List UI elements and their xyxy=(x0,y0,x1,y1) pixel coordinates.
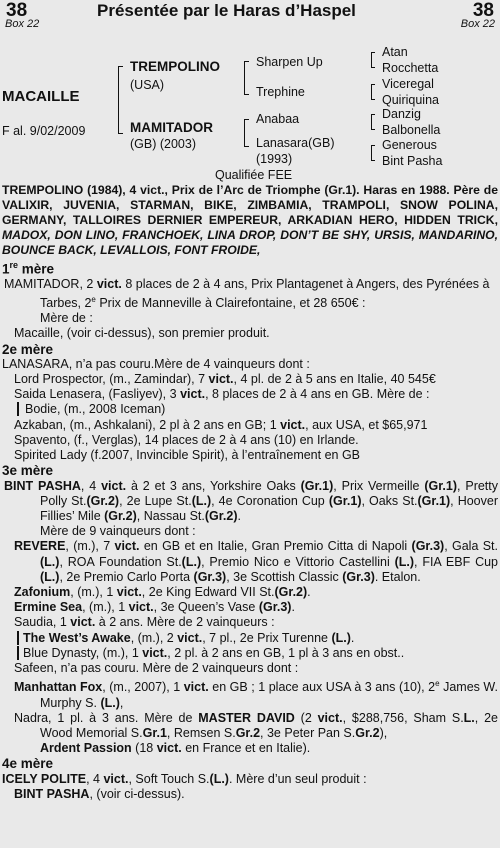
dam-sire-sire: Danzig xyxy=(382,107,421,121)
pedigree-bracket xyxy=(371,114,375,130)
pedigree-bracket xyxy=(371,145,375,161)
sire-dam: Trephine xyxy=(256,85,305,99)
produce-nadra: Nadra, 1 pl. à 3 ans. Mère de MASTER DAVID (2 vict., $288,756, Sham S.L., 2e Wood Memorial S.Gr.1, Remsen S.Gr.2, 3e Peter Pan S.Gr.2), xyxy=(14,710,498,740)
sire-name: TREMPOLINO xyxy=(130,59,220,74)
horse-name: MACAILLE xyxy=(2,88,80,105)
produce-zafonium: Zafonium, (m.), 1 vict., 2e King Edward VII St.(Gr.2). xyxy=(14,584,311,599)
sire-paragraph xyxy=(2,183,498,258)
sire-dam-sire: Viceregal xyxy=(382,77,434,91)
third-dam-heading: 3e mère xyxy=(2,463,54,479)
lot-number-right: 38 xyxy=(472,0,494,21)
dam-sire-dam: Balbonella xyxy=(382,123,441,137)
box-left: Box 22 xyxy=(5,18,40,30)
produce-azkaban: Azkaban, (m., Ashkalani), 2 pl à 2 ans en GB; 1 vict., aux USA, et $65,971 xyxy=(14,417,428,432)
sire-origin: (USA) xyxy=(130,78,165,92)
lot-number-left: 38 xyxy=(6,0,28,21)
pedigree-bracket xyxy=(371,84,375,100)
horse-details: F al. 9/02/2009 xyxy=(2,124,86,138)
produce-bodie: Bodie, (m., 2008 Iceman) xyxy=(2,402,498,417)
produce-bint-pasha: BINT PASHA, (voir ci-dessus). xyxy=(14,786,185,801)
produce-manhattan-fox: Manhattan Fox, (m., 2007), 1 vict. en GB ; 1 place aux USA à 3 ans (10), 2e James W. Murphy S. (L.), xyxy=(14,679,499,710)
dam-dam-dam: Bint Pasha xyxy=(382,154,443,168)
dam-sire: Anabaa xyxy=(256,112,300,126)
qualification: Qualifiée FEE xyxy=(215,168,293,182)
produce-saudia: Saudia, 1 vict. à 2 ans. Mère de 2 vainqueurs : xyxy=(14,615,275,630)
first-dam-produce: Macaille, (voir ci-dessus), son premier produit. xyxy=(14,326,270,341)
sire-progeny-italic: MADOX, DON LINO, FRANCHOEK, LINA DROP, DON’T BE SHY, URSIS, MANDARINO, BOUNCE BACK, LEVALLOIS, FONT FROIDE, xyxy=(2,228,498,257)
dam-origin: (GB) (2003) xyxy=(130,137,196,151)
produce-spirited-lady: Spirited Lady (f.2007, Invincible Spirit), à l’entraînement en GB xyxy=(14,448,361,463)
first-dam-line: MAMITADOR, 2 vict. 8 places de 2 à 4 ans, Prix Plantagenet à Angers, des Pyrénées à Tarbes, 2e Prix de Manneville à Clairefontaine, et 28 650€ : xyxy=(4,276,490,311)
second-dam-line: LANASARA, n’a pas couru.Mère de 4 vainqueurs dont : xyxy=(2,356,310,371)
sire-dam-dam: Quiriquina xyxy=(382,93,439,107)
sire-sire-dam: Rocchetta xyxy=(382,61,439,75)
pedigree-bracket xyxy=(244,61,249,95)
produce-ermine-sea: Ermine Sea, (m.), 1 vict., 3e Queen’s Vase (Gr.3). xyxy=(14,600,295,615)
fourth-dam-record: ICELY POLITE, 4 vict., Soft Touch S.(L.). Mère d’un seul produit : xyxy=(2,771,367,786)
produce-blue-dynasty: Blue Dynasty, (m.), 1 vict., 2 pl. à 2 ans en GB, 1 pl à 3 ans en obst.. xyxy=(2,646,498,661)
pedigree-bracket xyxy=(118,66,123,134)
dam-dam-sire: Generous xyxy=(382,138,437,152)
second-dam-heading: 2e mère xyxy=(2,341,54,357)
sire-sire-sire: Atan xyxy=(382,45,408,59)
pedigree-body xyxy=(2,183,498,802)
produce-ardent-passion: Ardent Passion (18 vict. en France et en Italie). xyxy=(40,741,311,756)
produce-lord-prospector: Lord Prospector, (m., Zamindar), 7 vict., 4 pl. de 2 à 5 ans en Italie, 40 545€ xyxy=(14,372,436,387)
box-right: Box 22 xyxy=(460,18,495,30)
first-dam-mother-of: Mère de : xyxy=(40,311,93,326)
dam-name: MAMITADOR xyxy=(130,120,213,135)
produce-safeen: Safeen, n’a pas couru. Mère de 2 vainqueurs dont : xyxy=(14,660,299,675)
produce-revere: REVERE, (m.), 7 vict. en GB et en Italie, Gran Premio Citta di Napoli (Gr.3), Gala St.(L.), ROA Foundation St.(L.), Premio Nico e Vittorio Castellini (L.), FIA EBF Cup (L.), 2e Premio Carlo Porta (Gr.3), 3e Scottish Classic (Gr.3). Etalon. xyxy=(14,539,499,584)
dam-dam-year: (1993) xyxy=(256,152,293,166)
first-dam-heading: 1re mère xyxy=(2,260,55,277)
sire-sire: Sharpen Up xyxy=(256,55,323,69)
pedigree-bracket xyxy=(244,119,249,147)
produce-spavento: Spavento, (f., Verglas), 14 places de 2 à 4 ans (10) en Irlande. xyxy=(14,432,359,447)
third-dam-record: BINT PASHA, 4 vict. à 2 et 3 ans, Yorkshire Oaks (Gr.1), Prix Vermeille (Gr.1), Pretty Polly St.(Gr.2), 2e Lupe St.(L.), 4e Coronation Cup (Gr.1), Oaks St.(Gr.1), Hoover Fillies’ Mile (Gr.2), Nassau St.(Gr.2). xyxy=(4,478,498,523)
third-dam-mother-of: Mère de 9 vainqueurs dont : xyxy=(40,524,196,539)
dam-dam: Lanasara(GB) xyxy=(256,136,335,150)
pedigree-bracket xyxy=(371,52,375,68)
page-title: Présentée par le Haras d’Haspel xyxy=(97,1,356,20)
produce-the-wests-awake: The West’s Awake, (m.), 2 vict., 7 pl., 2e Prix Turenne (L.). xyxy=(2,631,498,646)
sire-record: TREMPOLINO (1984), 4 vict., Prix de l’Arc de Triomphe (Gr.1). Haras en 1988. Père de VALIXIR, JUVENIA, STARMAN, BIKE, ZIMBAMIA, TRAMPOLI, SNOW POLINA, GERMANY, TALLOIRES DERNIER EMPEREUR, ARKADIAN HERO, HIDDEN TRICK, xyxy=(2,183,498,227)
produce-saida-lenasera: Saida Lenasera, (Fasliyev), 3 vict., 8 places de 2 à 4 ans en GB. Mère de : xyxy=(14,387,430,402)
fourth-dam-heading: 4e mère xyxy=(2,756,54,772)
